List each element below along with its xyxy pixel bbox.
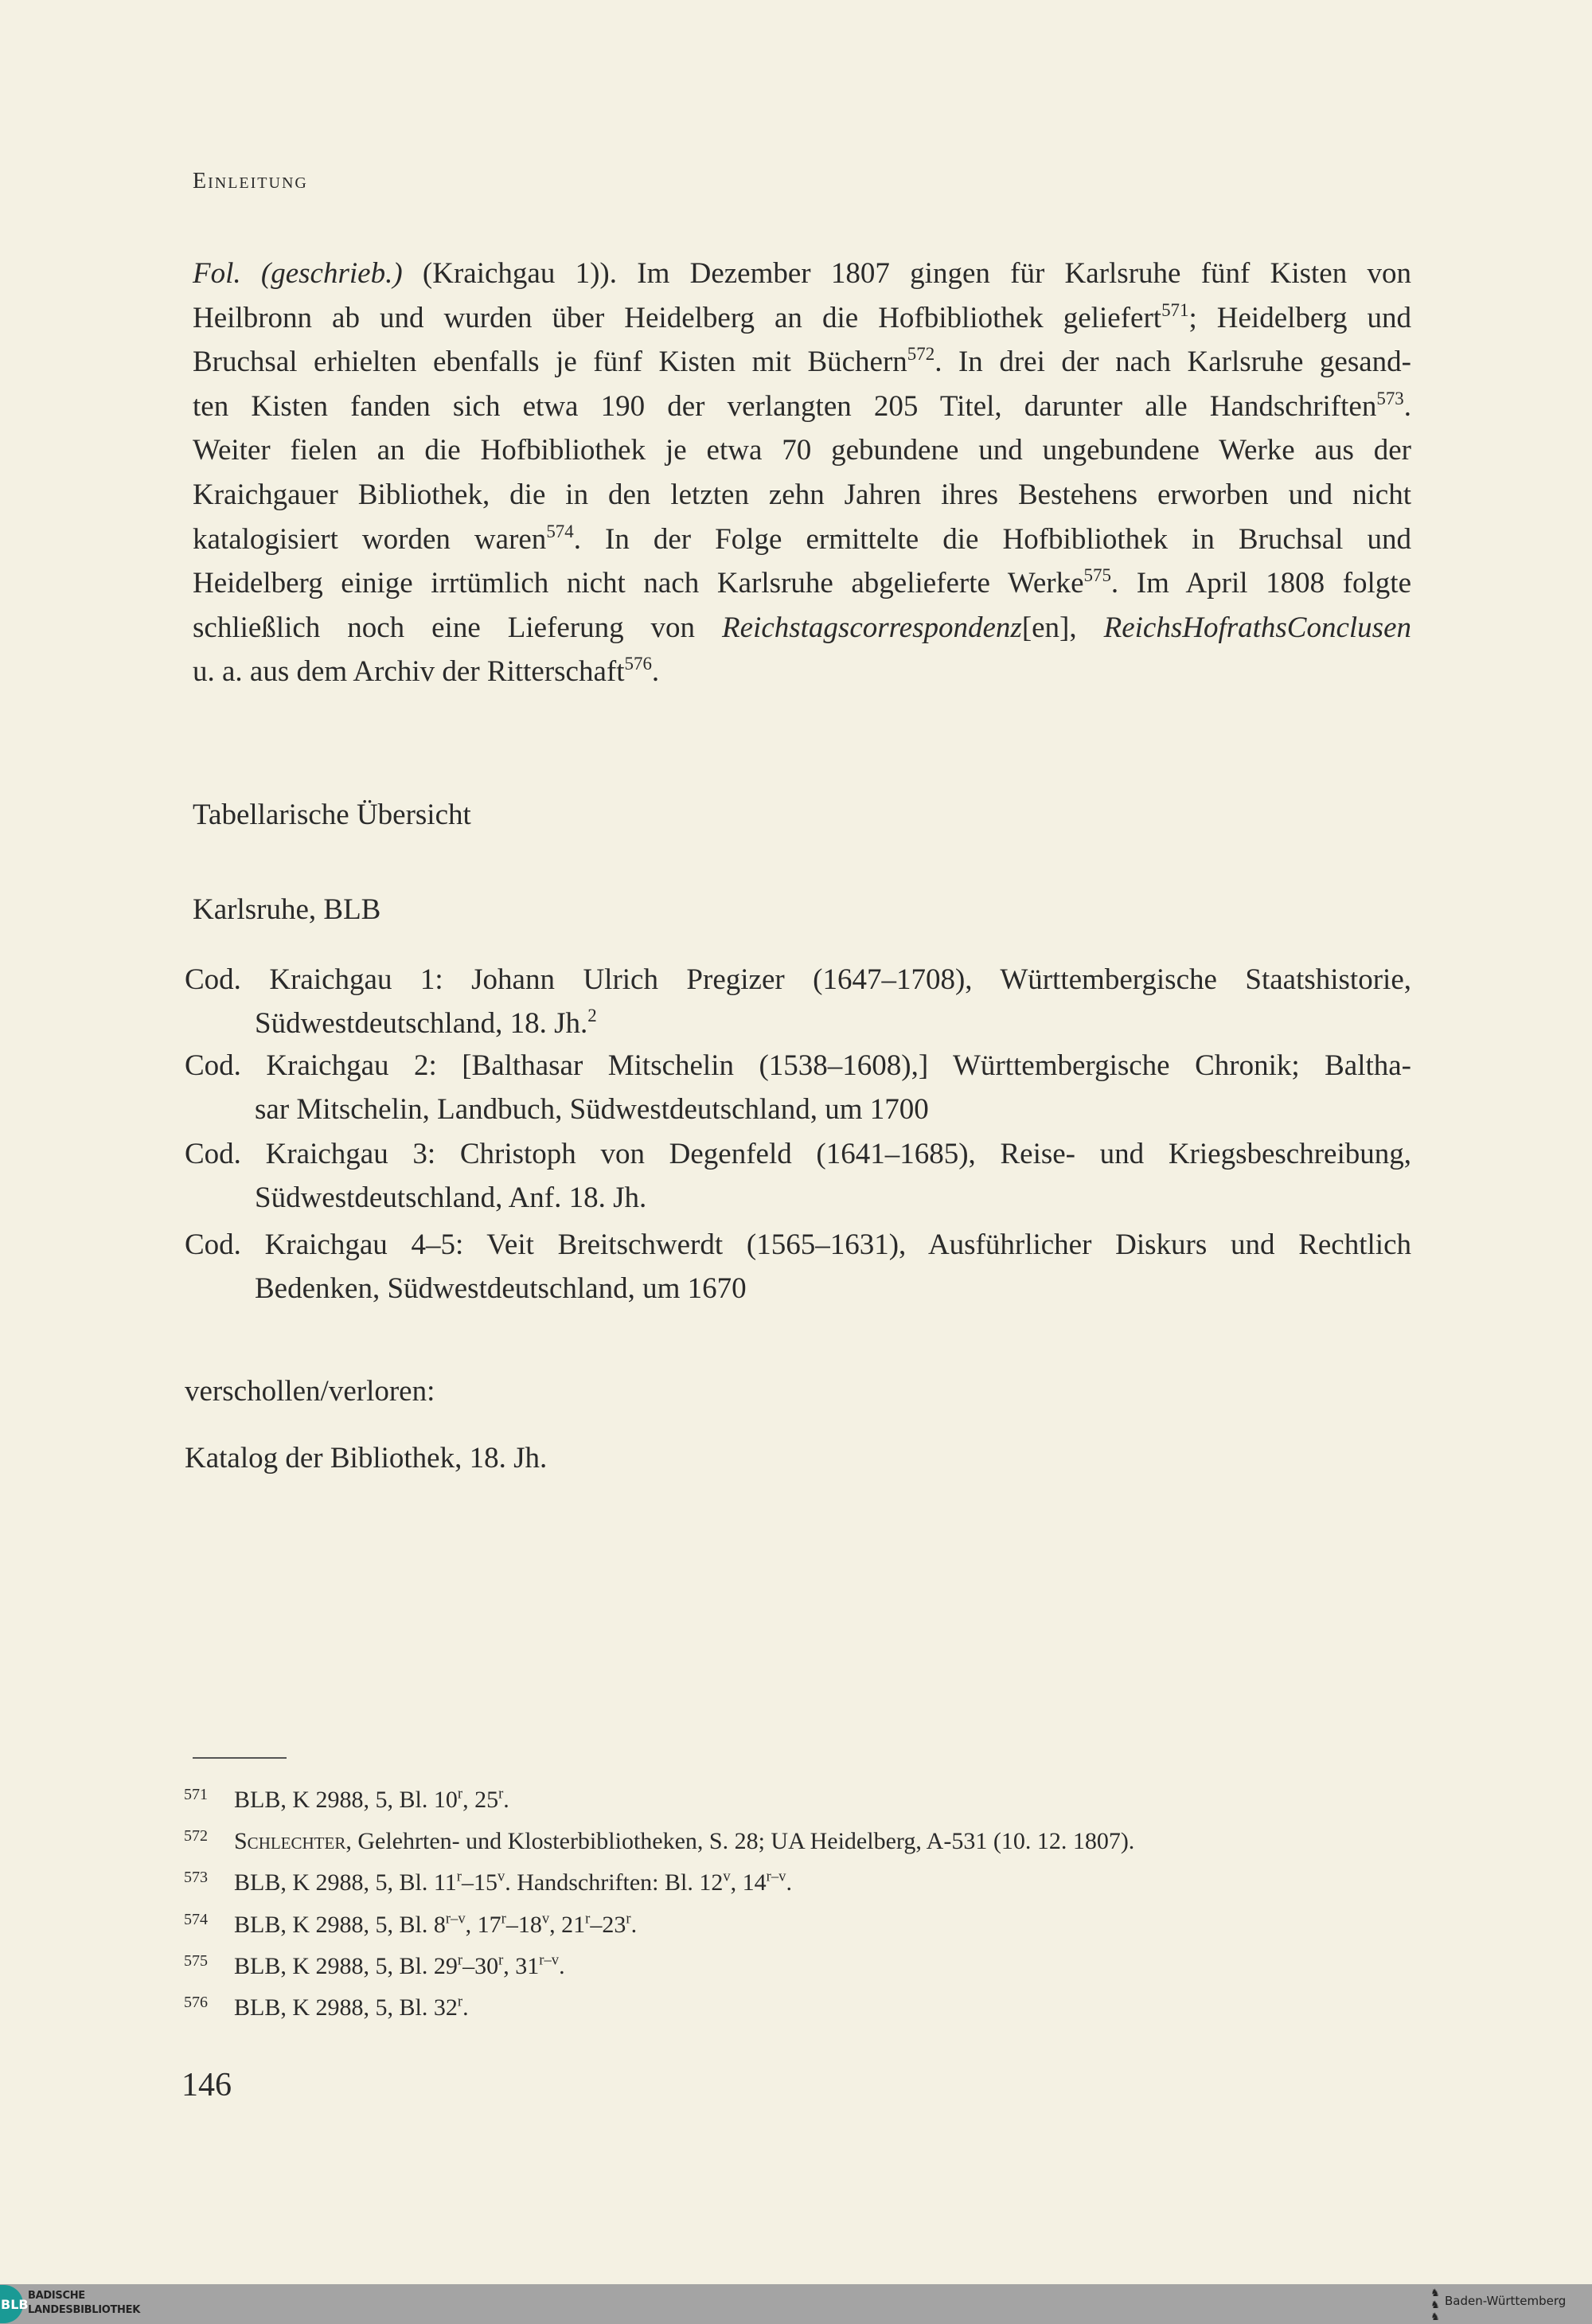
- footnote-text: , 31: [503, 1952, 540, 1979]
- footnote-text: –15: [461, 1869, 498, 1896]
- footnote-text: BLB, K 2988, 5, Bl. 32: [234, 1994, 458, 2021]
- text-segment: u. a. aus dem Archiv der Ritterschaft: [193, 655, 625, 689]
- text-segment: .: [651, 655, 660, 689]
- footnote-text: r: [457, 1785, 463, 1803]
- footnote-text: r–v: [766, 1868, 786, 1885]
- text-segment: Cod. Kraichgau 2: [Balthasar Mitschelin (1538–1608),] Württembergische Chronik; Baltha-: [185, 1049, 1411, 1082]
- body-line: [193, 433, 1411, 468]
- footnote-text: r: [456, 1868, 462, 1885]
- text-segment: ReichsHofrathsConclusen: [1103, 611, 1411, 644]
- text-segment: Bedenken, Südwestdeutschland, um 1670: [255, 1272, 747, 1305]
- text-segment: Reichstagscorrespondenz: [722, 611, 1022, 644]
- lost-item: Katalog der Bibliothek, 18. Jh.: [185, 1442, 548, 1474]
- manuscript-entry-continuation: [255, 1006, 1411, 1041]
- body-line: [193, 345, 1411, 380]
- footnote-text: .: [786, 1869, 792, 1896]
- manuscript-entry-continuation: [255, 1271, 1411, 1307]
- footnote: [184, 1988, 469, 2022]
- text-segment: .: [1403, 389, 1411, 423]
- manuscript-entry: [185, 1228, 1411, 1263]
- body-line: [193, 389, 1411, 424]
- footnote-text: .: [630, 1911, 638, 1938]
- footnote-reference: 2: [587, 1005, 597, 1025]
- footnote-text: r–v: [539, 1951, 560, 1969]
- lost-heading: verschollen/verloren:: [185, 1375, 435, 1408]
- footnote-text: BLB, K 2988, 5, Bl. 29: [234, 1952, 458, 1979]
- page-number: 146: [181, 2067, 232, 2103]
- manuscript-entry: [185, 1137, 1411, 1172]
- body-line: [193, 301, 1411, 336]
- footnote: [184, 1780, 509, 1814]
- text-segment: Weiter fielen an die Hofbibliothek je etwa 70 gebundene und ungebundene Werke aus der: [193, 434, 1411, 467]
- text-segment: Südwestdeutschland, 18. Jh.: [255, 1007, 588, 1040]
- footnote-text: –30: [462, 1952, 499, 1979]
- text-segment: Bruchsal erhielten ebenfalls je fünf Kisten mit Büchern: [193, 346, 907, 379]
- text-segment: . Im April 1808 folgte: [1110, 567, 1411, 600]
- text-segment: Südwestdeutschland, Anf. 18. Jh.: [255, 1182, 647, 1214]
- blb-logo-icon[interactable]: BLB: [0, 2285, 23, 2323]
- footnote: [184, 1947, 565, 1981]
- footnote-number: 574: [184, 1910, 208, 1928]
- section-title: Tabellarische Übersicht: [193, 799, 471, 831]
- footnote-text: v: [497, 1868, 505, 1885]
- footnote-text: r: [498, 1785, 504, 1803]
- text-segment: Heilbronn ab und wurden über Heidelberg an die Hofbibliothek geliefert: [193, 301, 1162, 334]
- footnote-text: .: [559, 1952, 565, 1979]
- manuscript-entry: [185, 963, 1411, 998]
- footnote-number: 576: [184, 1994, 208, 2011]
- text-segment: ten Kisten fanden sich etwa 190 der verlangten 205 Titel, darunter alle Handschriften: [193, 389, 1377, 423]
- body-line: [193, 256, 1411, 291]
- footnote-text: , Gelehrten- und Klosterbibliotheken, S. 28; UA Heidelberg, A-531 (10. 12. 1807).: [345, 1828, 1135, 1855]
- footnote-reference: 575: [1083, 564, 1111, 585]
- footnote-text: . Handschriften: Bl. 12: [505, 1869, 724, 1896]
- text-segment: Cod. Kraichgau 4–5: Veit Breitschwerdt (1565–1631), Ausführlicher Diskurs und Rechtlich: [185, 1228, 1411, 1261]
- footer-bar: [0, 2284, 1592, 2324]
- footnote-number: 575: [184, 1951, 208, 1970]
- text-segment: (Kraichgau 1)). Im Dezember 1807 gingen für Karlsruhe fünf Kisten von: [402, 257, 1411, 290]
- text-segment: Kraichgauer Bibliothek, die in den letzten zehn Jahren ihres Bestehens erworben und nicht: [193, 478, 1411, 511]
- running-header: Einleitung: [193, 169, 308, 193]
- footnote-text: r: [457, 1993, 463, 2010]
- library-name[interactable]: [12, 2289, 140, 2318]
- body-line: [193, 522, 1411, 557]
- footnote: [184, 1863, 792, 1897]
- footnote-text: r–v: [445, 1910, 466, 1928]
- footnote-text: , 25: [462, 1787, 499, 1813]
- text-segment: Heidelberg einige irrtümlich nicht nach Karlsruhe abgelieferte Werke: [193, 567, 1084, 600]
- footnote-text: .: [462, 1994, 469, 2021]
- text-segment: Fol. (geschrieb.): [193, 257, 403, 290]
- state-logo-text[interactable]: Baden-Württemberg: [1445, 2294, 1567, 2308]
- footnote-text: , 17: [465, 1911, 501, 1938]
- manuscript-entry: [185, 1049, 1411, 1084]
- lion-coat-of-arms-icon: ♞ ♞ ♞: [1430, 2287, 1440, 2322]
- body-line: [193, 611, 1411, 646]
- footnote: [184, 1822, 1134, 1856]
- footnote-text: BLB, K 2988, 5, Bl. 10: [234, 1787, 458, 1813]
- footnote-reference: 573: [1376, 388, 1404, 408]
- footnote-text: r: [585, 1910, 591, 1928]
- footnote-number: 573: [184, 1869, 208, 1887]
- footnote-text: r: [501, 1910, 506, 1928]
- footnote-number: 571: [184, 1786, 208, 1803]
- footnote-text: r: [498, 1951, 504, 1969]
- text-segment: ; Heidelberg und: [1188, 301, 1412, 334]
- footnote-text: , 21: [549, 1911, 586, 1938]
- footnote-text: Schlechter: [234, 1828, 346, 1855]
- text-segment: . In drei der nach Karlsruhe gesand-: [935, 346, 1411, 379]
- text-segment: Cod. Kraichgau 3: Christoph von Degenfeld (1641–1685), Reise- und Kriegsbeschreibung,: [185, 1138, 1411, 1170]
- text-segment: . In der Folge ermittelte die Hofbibliothek in Bruchsal und: [573, 522, 1411, 556]
- manuscript-entry-continuation: [255, 1092, 1411, 1127]
- body-line: [193, 654, 1411, 689]
- footnote-number: 572: [184, 1827, 208, 1846]
- footnote-text: .: [503, 1787, 509, 1813]
- manuscript-entry-continuation: [255, 1181, 1411, 1216]
- footnote-reference: 576: [624, 654, 652, 674]
- footnote-text: –18: [505, 1911, 542, 1938]
- footnote-reference: 572: [907, 343, 935, 364]
- text-segment: Cod. Kraichgau 1: Johann Ulrich Pregizer (1647–1708), Württembergische Staatshistorie,: [185, 963, 1411, 996]
- body-line: [193, 478, 1411, 513]
- text-segment: sar Mitschelin, Landbuch, Südwestdeutschland, um 1700: [255, 1093, 929, 1126]
- footnote: [184, 1905, 637, 1939]
- footnote-text: , 14: [730, 1869, 767, 1896]
- footnote-text: v: [723, 1868, 731, 1885]
- footnote-text: –23: [590, 1911, 626, 1938]
- footnote-rule: [193, 1757, 287, 1759]
- footnote-text: BLB, K 2988, 5, Bl. 8: [234, 1911, 446, 1938]
- text-segment: katalogisiert worden waren: [193, 522, 547, 556]
- footnote-reference: 574: [546, 521, 574, 541]
- footnote-text: r: [457, 1951, 463, 1969]
- text-segment: [en],: [1021, 611, 1104, 644]
- footnote-text: v: [541, 1910, 550, 1928]
- library-name-line2: LANDESBIBLIOTHEK: [28, 2304, 140, 2316]
- text-segment: schließlich noch eine Lieferung von: [193, 611, 723, 644]
- footnote-text: r: [626, 1910, 631, 1928]
- footnote-text: BLB, K 2988, 5, Bl. 11: [234, 1869, 457, 1896]
- location-heading: Karlsruhe, BLB: [193, 893, 381, 926]
- footnote-reference: 571: [1161, 299, 1189, 320]
- body-line: [193, 566, 1411, 601]
- library-name-line1: BADISCHE: [28, 2290, 85, 2302]
